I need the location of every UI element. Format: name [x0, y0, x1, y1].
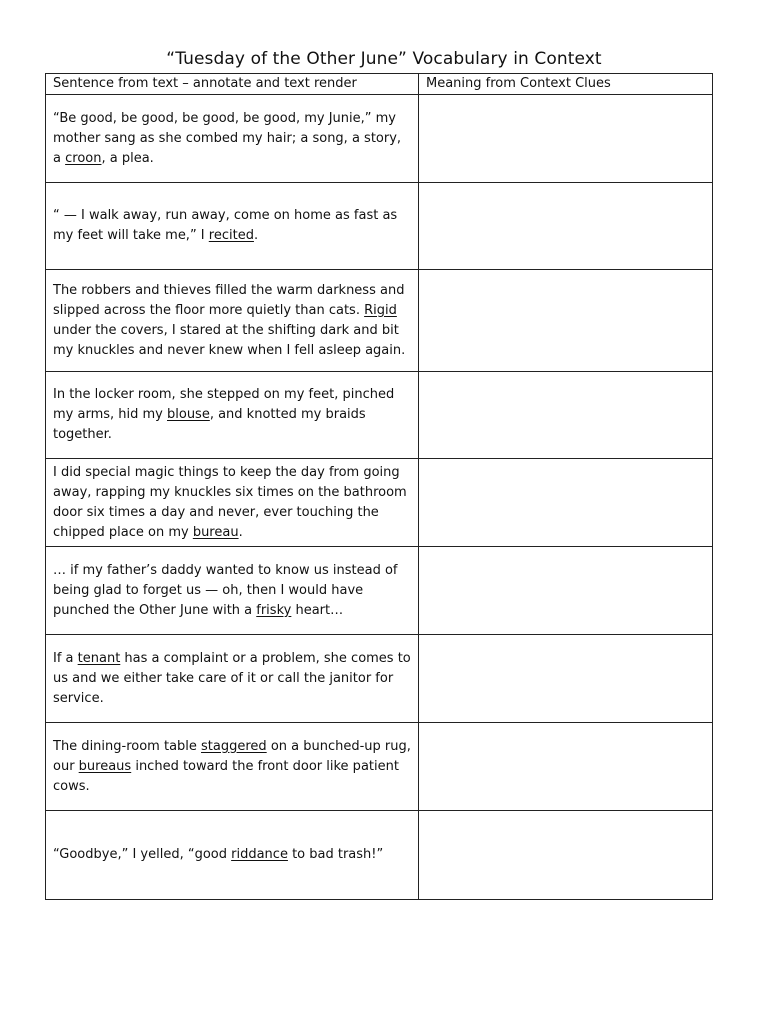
sentence-cell: [46, 635, 419, 723]
sentence-text: “ — I walk away, run away, come on home as fast as my feet will take me,” I: [53, 208, 398, 243]
sentence-text: inched toward the front door like patient cows.: [53, 758, 399, 794]
sentence-cell: [46, 95, 419, 183]
meaning-cell[interactable]: [419, 183, 713, 270]
table-row: [46, 183, 713, 270]
vocab-word: riddance: [231, 847, 288, 862]
sentence-cell: [46, 372, 419, 459]
sentence-text: on a bunched-up rug, our: [53, 738, 411, 774]
sentence-cell: [46, 811, 419, 900]
sentence-text: , a plea.: [101, 150, 154, 166]
sentence-text: to bad trash!”: [287, 847, 384, 862]
meaning-cell[interactable]: [419, 811, 713, 900]
table-row: [46, 635, 713, 723]
meaning-cell[interactable]: [419, 372, 713, 459]
sentence-column-header: Sentence from text – annotate and text render: [46, 74, 419, 95]
sentence-text: … if my father’s daddy wanted to know us instead of being glad to forget us — oh, then I would have punched the Other June with a: [53, 562, 398, 618]
table-row: [46, 372, 713, 459]
sentence-text: .: [238, 524, 243, 540]
vocab-word: frisky: [256, 602, 292, 618]
vocab-word: croon: [65, 150, 102, 166]
worksheet-title: “Tuesday of the Other June” Vocabulary in Context: [166, 49, 602, 69]
vocab-word: Rigid: [364, 302, 397, 318]
vocab-word: tenant: [77, 650, 121, 666]
sentence-cell: [46, 723, 419, 811]
sentence-text: under the covers, I stared at the shifting dark and bit my knuckles and never knew when I fell asleep again.: [53, 322, 406, 358]
meaning-cell[interactable]: [419, 635, 713, 723]
sentence-cell: [46, 270, 419, 372]
vocab-word: bureau: [192, 524, 239, 540]
sentence-cell: [46, 459, 419, 547]
sentence-text: The robbers and thieves filled the warm darkness and slipped across the floor more quietly than cats.: [53, 282, 405, 318]
table-row: [46, 270, 713, 372]
sentence-text: If a: [53, 650, 78, 666]
meaning-cell[interactable]: [419, 95, 713, 183]
table-header-row: [46, 74, 713, 95]
sentence-text: “Goodbye,” I yelled, “good: [53, 847, 232, 862]
sentence-text: The dining-room table: [53, 738, 202, 754]
table-row: [46, 459, 713, 547]
sentence-cell: [46, 183, 419, 270]
table-row: [46, 547, 713, 635]
table-row: [46, 723, 713, 811]
meaning-cell[interactable]: [419, 270, 713, 372]
meaning-cell[interactable]: [419, 723, 713, 811]
sentence-text: has a complaint or a problem, she comes to us and we either take care of it or call the janitor for service.: [53, 650, 411, 706]
meaning-cell[interactable]: [419, 547, 713, 635]
sentence-text: .: [253, 228, 259, 243]
meaning-cell[interactable]: [419, 459, 713, 547]
table-row: [46, 95, 713, 183]
vocab-word: blouse: [167, 407, 210, 422]
meaning-column-header: Meaning from Context Clues: [419, 74, 713, 95]
vocab-word: staggered: [201, 738, 267, 754]
sentence-text: , and knotted my braids together.: [53, 407, 366, 442]
sentence-text: “Be good, be good, be good, be good, my Junie,” my mother sang as she combed my hair; a song, a story, a: [53, 110, 402, 166]
table-row: [46, 811, 713, 900]
vocab-word: bureaus: [78, 758, 132, 774]
sentence-cell: [46, 547, 419, 635]
sentence-text: In the locker room, she stepped on my feet, pinched my arms, hid my: [53, 387, 395, 422]
vocab-word: recited: [208, 228, 254, 243]
sentence-text: I did special magic things to keep the day from going away, rapping my knuckles six times on the bathroom door six times a day and never, ever touching the chipped place on my: [53, 464, 407, 540]
sentence-text: heart…: [291, 602, 344, 618]
vocabulary-table: [45, 73, 713, 900]
